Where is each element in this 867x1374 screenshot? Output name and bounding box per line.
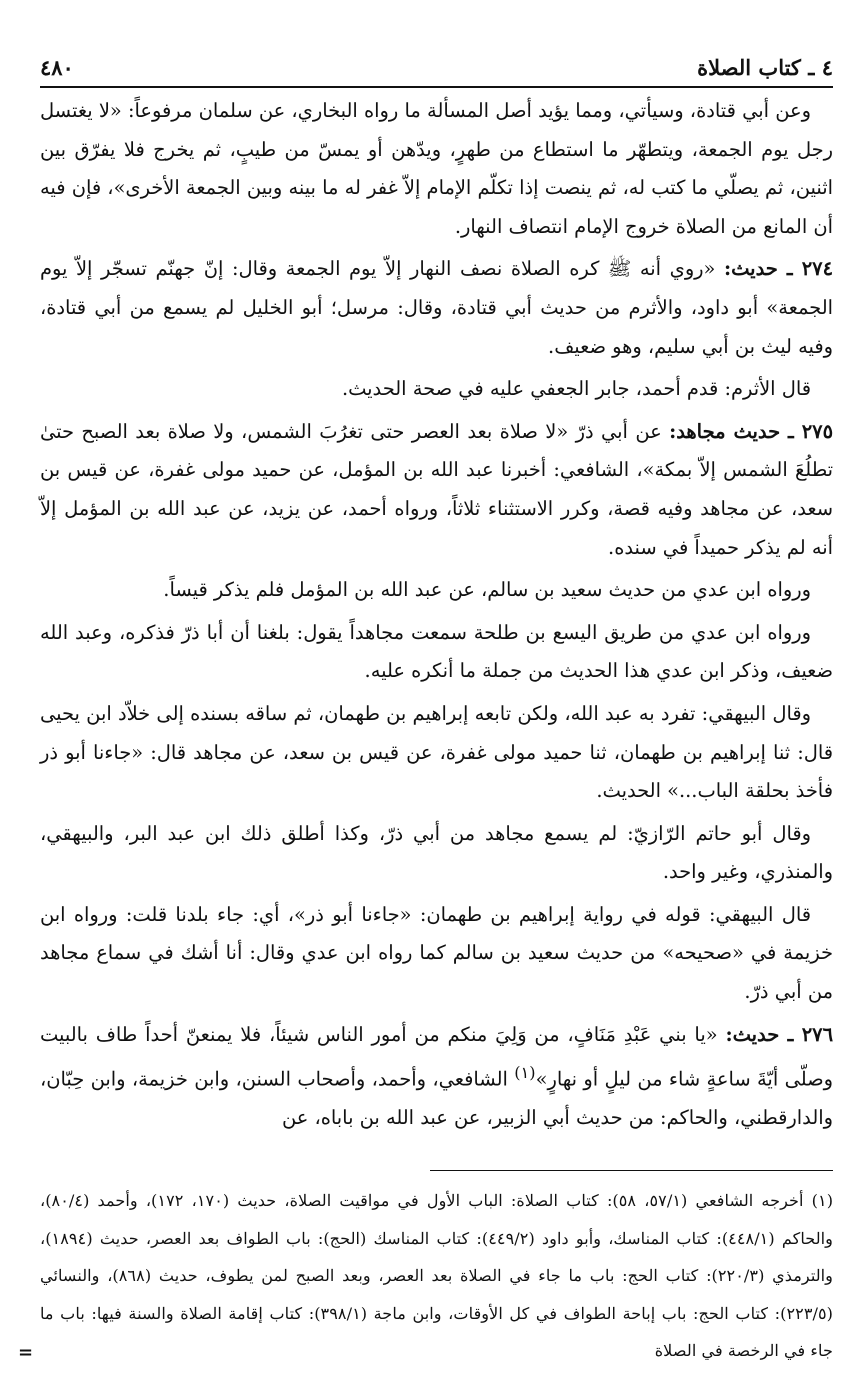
page-number: ٤٨٠	[40, 55, 74, 80]
hadith-274-label: ٢٧٤ ـ حديث:	[723, 257, 833, 281]
header-rule	[40, 86, 833, 88]
hadith-276-text: «يا بني عَبْدِ مَنَافٍ، من وَلِيَ منكم من أمور الناس شيئاً، فلا يمنعنّ أحداً طاف بالبيت وصلّى أيّةَ ساعةٍ شاء من ليلٍ أو نهارٍ»	[40, 1022, 833, 1091]
footnote-ref-1[interactable]: (١)	[514, 1063, 536, 1083]
paragraph-bayhaqi-2: قال البيهقي: قوله في رواية إبراهيم بن طهمان: «جاءنا أبو ذر»، أي: جاء بلدنا قلت: ورواه ابن خزيمة في «صحيحه» من حديث سعيد بن سالم كما رواه ابن عدي وقال: أنا أشك في سماع مجاهد من أبي ذرّ.	[40, 902, 833, 1004]
hadith-275	[40, 413, 833, 567]
running-header	[40, 40, 833, 80]
paragraph-ibn-adi-1: ورواه ابن عدي من حديث سعيد بن سالم، عن عبد الله بن المؤمل فلم يذكر قيساً.	[163, 578, 811, 602]
hadith-275-text: عن أبي ذرّ «لا صلاة بعد العصر حتى تغرُبَ الشمس، ولا صلاة بعد الصبح حتىٰ تطلُعَ الشمس إلاّ بمكة»، الشافعي: أخبرنا عبد الله بن المؤمل، عن حميد مولى غفرة، عن قيس بن سعد، عن مجاهد وفيه قصة، وكرر الاستثناء ثلاثاً، ورواه أحمد، عن يزيد، عن عبد الله بن المؤمل إلاّ أنه لم يذكر حميداً في سنده.	[40, 419, 833, 559]
paragraph-1: وعن أبي قتادة، وسيأتي، ومما يؤيد أصل المسألة ما رواه البخاري، عن سلمان مرفوعاً: «لا يغتسل رجل يوم الجمعة، ويتطهّر ما استطاع من طهرٍ، ويدّهن أو يمسّ من طيبٍ، ثم يخرج فلا يفرّق بين اثنين، ثم يصلّي ما كتب له، ثم ينصت إذا تكلّم الإمام إلاّ غفر له ما بينه وبين الجمعة الأخرى»، فإن فيه أن المانع من الصلاة خروج الإمام انتصاف النهار.	[40, 99, 833, 238]
main-text	[40, 92, 833, 1138]
hadith-276	[40, 1016, 833, 1138]
paragraph-bayhaqi-1: وقال البيهقي: تفرد به عبد الله، ولكن تابعه إبراهيم بن طهمان، ثم ساقه بسنده إلى خلاّد ابن يحيى قال: ثنا إبراهيم بن طهمان، ثنا حميد مولى غفرة، عن قيس بن سعد، عن مجاهد قال: «جاءنا أبو ذر فأخذ بحلقة الباب...» الحديث.	[40, 701, 833, 803]
hadith-276-label: ٢٧٦ ـ حديث:	[725, 1022, 833, 1046]
hadith-276-rest: الشافعي، وأحمد، وأصحاب السنن، وابن خزيمة، وابن حِبّان، والدارقطني، والحاكم: من حديث أبي الزبير، عن عبد الله بن باباه، عن	[40, 1067, 833, 1130]
hadith-274	[40, 250, 833, 366]
hadith-274-text: «روي أنه ﷺ كره الصلاة نصف النهار إلاّ يوم الجمعة وقال: إنّ جهنّم تسجّر إلاّ يوم الجمعة» أبو داود، والأثرم من حديث أبي قتادة، وقال: مرسل؛ أبو الخليل لم يسمع من أبي قتادة، وفيه ليث بن أبي سليم، وهو ضعيف.	[40, 257, 833, 358]
chapter-title: ٤ ـ كتاب الصلاة	[697, 55, 833, 80]
footnote-rule	[430, 1170, 833, 1171]
footnote-1: (١) أخرجه الشافعي (٥٧/١، ٥٨): كتاب الصلاة: الباب الأول في مواقيت الصلاة، حديث (١٧٠، ١٧٢)، وأحمد (٨٠/٤)، والحاكم (٤٤٨/١): كتاب المناسك، وأبو داود (٤٤٩/٢): كتاب المناسك (الحج): باب الطواف بعد العصر، حديث (١٨٩٤)، والترمذي (٢٢٠/٣): كتاب الحج: باب ما جاء في الصلاة بعد العصر، وبعد الصبح لمن يطوف، حديث (٨٦٨)، والنسائي (٢٢٣/٥): كتاب الحج: باب إباحة الطواف في كل الأوقات، وابن ماجة (٣٩٨/١): كتاب إقامة الصلاة والسنة فيها: باب ما جاء في الرخصة في الصلاة	[40, 1191, 834, 1361]
paragraph-athram: قال الأثرم: قدم أحمد، جابر الجعفي عليه في صحة الحديث.	[341, 377, 811, 401]
paragraph-abu-hatim: وقال أبو حاتم الرّازيّ: لم يسمع مجاهد من أبي ذرّ، وكذا أطلق ذلك ابن عبد البر، والبيهقي، والمنذري، وغير واحد.	[40, 821, 833, 884]
continuation-mark: =	[18, 1342, 34, 1363]
hadith-275-label: ٢٧٥ ـ حديث مجاهد:	[669, 419, 833, 443]
paragraph-ibn-adi-2: ورواه ابن عدي من طريق اليسع بن طلحة سمعت مجاهداً يقول: بلغنا أن أبا ذرّ فذكره، وعبد الله ضعيف، وذكر ابن عدي هذا الحديث من جملة ما أنكره عليه.	[40, 620, 833, 683]
footnotes	[40, 1182, 833, 1370]
